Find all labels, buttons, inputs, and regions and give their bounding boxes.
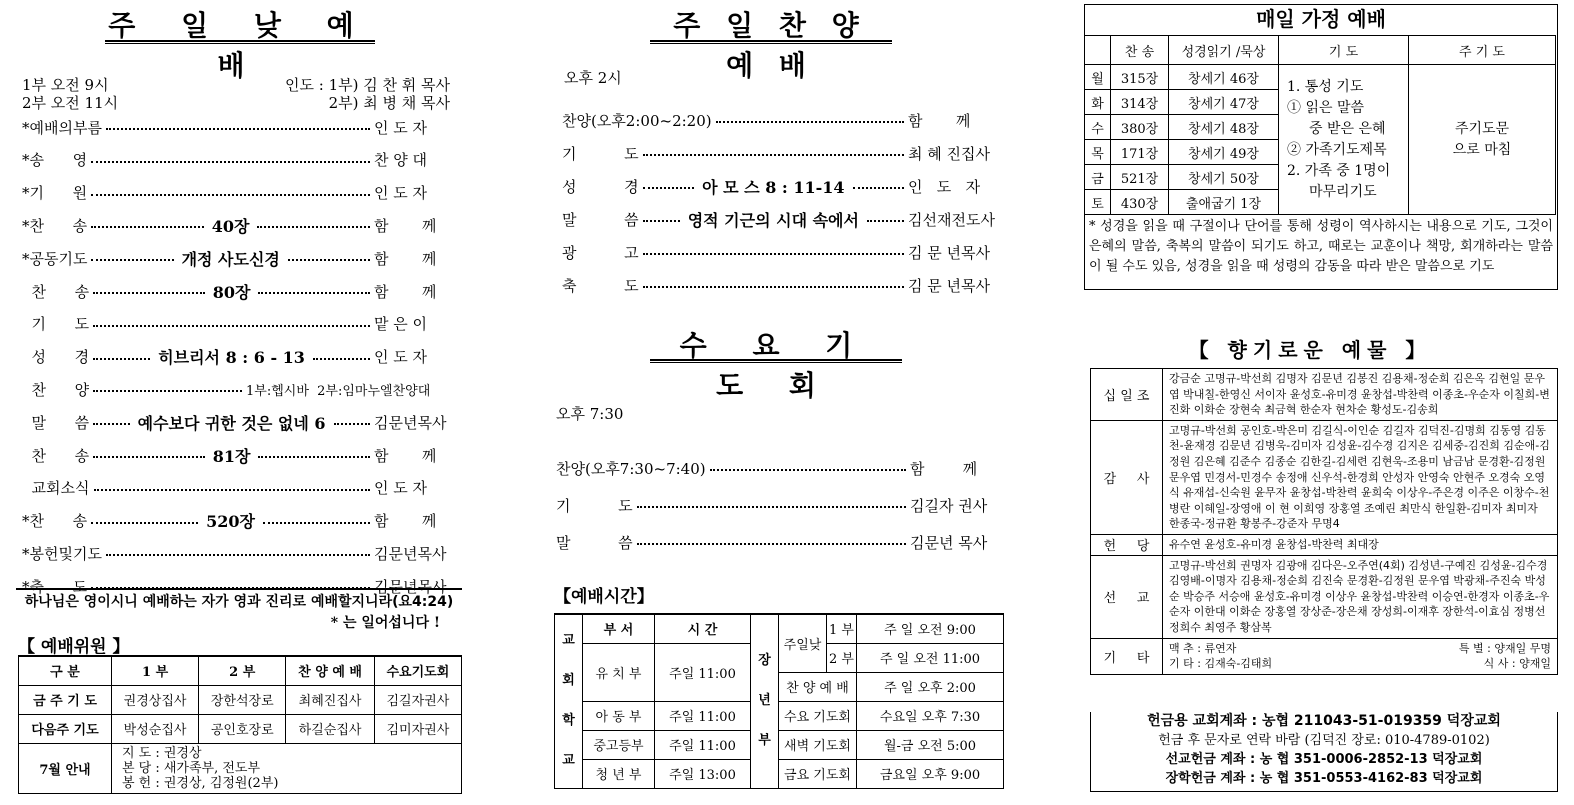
school-label-text: 교회학교	[562, 633, 575, 769]
leader-dots	[93, 448, 205, 458]
july-line: 지 도 : 권경상	[121, 745, 202, 761]
accounts-box	[1090, 712, 1558, 792]
table-cell: 장한석장로	[199, 685, 286, 714]
table-cell: 521장	[1111, 165, 1169, 190]
service-item	[22, 311, 458, 337]
offering-names-text: 기 타 : 김재숙-김태희	[1169, 657, 1273, 671]
service-item-label: *공동기도	[22, 249, 88, 268]
service-item-detail: 개정 사도신경	[181, 249, 280, 269]
praise-item-label: 성 경	[562, 177, 639, 196]
table-cell: 주일 13:00	[655, 759, 751, 788]
praise-item-label: 축 도	[562, 276, 639, 295]
table-cell: 화	[1085, 90, 1111, 115]
service-item-person: 인 도 자	[374, 348, 428, 367]
leader-dots	[716, 113, 904, 123]
lords-prayer-line: 으로 마침	[1452, 141, 1512, 158]
service-item	[22, 475, 458, 501]
service-item-person: 찬 양 대	[374, 151, 428, 170]
offering-category: 헌 당	[1091, 534, 1163, 555]
offering-names-text: 식 사 : 양재일	[1483, 657, 1551, 671]
table-cell: 창세기 46장	[1169, 65, 1279, 90]
leader-dots	[258, 284, 370, 294]
service-item-detail: 80장	[212, 282, 251, 302]
leader-dots	[313, 350, 370, 360]
family-worship-title: 매일 가정 예배	[1256, 7, 1386, 31]
table-cell: 새벽 기도회	[779, 730, 857, 759]
schedule-table	[554, 613, 1004, 789]
table-cell: 출애굽기 1장	[1169, 190, 1279, 215]
table-cell: 금요 기도회	[779, 759, 857, 788]
table-cell: 박성순집사	[111, 714, 198, 743]
leader-dots	[643, 278, 904, 288]
table-cell: 수	[1085, 115, 1111, 140]
table-cell: 주일 11:00	[655, 730, 751, 759]
praise-item-label: 말 씀	[562, 210, 639, 229]
title-underline	[105, 40, 375, 44]
table-cell: 1 부	[827, 614, 857, 643]
leader-1: 인도 : 1부) 김 찬 휘 목사	[285, 76, 450, 94]
header-cell: 찬 송	[1111, 36, 1169, 65]
service-item-label: *봉헌및기도	[22, 544, 102, 563]
table-cell: 중고등부	[583, 730, 655, 759]
offering-names-text: 고명규-박선희 권명자 김광애 김다은-오주연(4회) 김성년-구예진 김성윤-김수경 김영배-이명자 김용채-정순희 김진숙 문경환-김정원 문우엽 박광채-주진숙 박성순 박승주 서승애 윤성호-유미경 이상우 윤창섭-박찬력 이승연-한경자 이종초-우순자 이한대 이화순 장홍열 장상준-장은채 장성희-이재후 장한석-이효심 정병선 정희수 최영주 황삼복	[1169, 558, 1550, 634]
service-time-2: 2부 오전 11시	[22, 94, 119, 112]
prayer-line: 마무리기도	[1309, 183, 1377, 200]
header-cell: 시 간	[655, 614, 751, 643]
july-info	[111, 743, 461, 793]
offering-row	[1091, 638, 1558, 674]
table-cell: 수요일 오후 7:30	[857, 701, 1004, 730]
service-item-person: 인 도 자	[374, 118, 428, 137]
service-item	[22, 508, 458, 534]
title-underline	[650, 40, 892, 44]
service-item-person: 함 께	[374, 512, 437, 531]
praise-item	[562, 206, 1006, 232]
service-item-person: 김문년목사	[374, 544, 447, 563]
family-worship-note: * 성경을 읽을 때 구절이나 단어를 통해 성령이 역사하시는 내용으로 기도, 그것이 은혜의 말씀, 축복의 말씀이 되기도 하고, 때로는 교훈이나 책망, 회개하라는 말씀이 될 수도 있음, 성경을 읽을 때 성령의 감동을 따라 받은 말씀으로 기도	[1089, 219, 1553, 274]
service-item-person: 김문년목사	[374, 413, 447, 432]
wednesday-item-label: 찬양(오후7:30~7:40)	[556, 459, 706, 478]
leader-dots	[91, 186, 370, 196]
service-item-person: 인 도 자	[374, 479, 428, 498]
praise-item-person: 김 문 년목사	[908, 276, 990, 295]
service-item-detail: 예수보다 귀한 것은 없네 6	[137, 413, 326, 433]
july-line: 본 당 : 새가족부, 전도부	[121, 760, 261, 776]
family-worship-box	[1084, 4, 1558, 290]
offering-category: 감 사	[1091, 420, 1163, 534]
header-cell: 기 도	[1279, 36, 1409, 65]
lords-prayer-line: 주기도문	[1454, 120, 1510, 137]
service-item-person: 함 께	[374, 249, 437, 268]
prayer-cell	[1279, 65, 1409, 215]
table-row	[1085, 65, 1556, 90]
header-cell: 부 서	[583, 614, 655, 643]
table-cell: 권경상집사	[111, 685, 198, 714]
table-cell: 금요일 오후 9:00	[857, 759, 1004, 788]
service-item	[22, 442, 458, 468]
leader-dots	[93, 382, 242, 392]
service-item-person: 1부:헵시바 2부:임마누엘찬양대	[246, 383, 431, 399]
table-cell: 2 부	[827, 643, 857, 672]
offering-names	[1163, 420, 1558, 534]
leader-dots	[867, 212, 904, 222]
scholarship-account: 장학헌금 계좌 : 농 협 351-0553-4162-83 덕장교회	[1165, 771, 1483, 786]
header-cell	[1085, 36, 1111, 65]
wednesday-item	[556, 492, 1006, 518]
wednesday-item-person: 함 께	[910, 459, 978, 478]
praise-item-person: 함 께	[908, 111, 971, 130]
table-cell: 수요 기도회	[779, 701, 857, 730]
wednesday-service-title: 수 요 기 도 회	[679, 329, 871, 402]
service-item	[22, 540, 458, 566]
offering-row	[1091, 555, 1558, 638]
table-cell: 315장	[1111, 65, 1169, 90]
table-cell: 314장	[1111, 90, 1169, 115]
table-cell: 주일낮	[779, 614, 827, 672]
praise-item-person: 인 도 자	[908, 177, 981, 196]
service-times	[22, 76, 118, 112]
service-item-person: 함 께	[374, 446, 437, 465]
service-item-label: *송 영	[22, 151, 88, 170]
table-cell: 주 일 오전 9:00	[857, 614, 1004, 643]
offering-row	[1091, 369, 1558, 421]
praise-service-column	[540, 0, 1020, 805]
offering-names-text: 맥 추 : 류연자	[1169, 641, 1237, 655]
praise-item-person: 김 문 년목사	[908, 243, 990, 262]
leader-dots	[710, 461, 906, 471]
service-item-label: *찬 송	[22, 512, 88, 531]
table-cell: 최혜진집사	[286, 685, 374, 714]
service-item-person: 김문년목사	[374, 577, 447, 596]
leader-dots	[106, 546, 370, 556]
service-item-person: 맡 은 이	[374, 315, 428, 334]
prayer-line: ② 가족기도제목	[1287, 141, 1387, 158]
praise-time: 오후 2시	[564, 69, 622, 87]
service-leaders	[285, 76, 450, 112]
header-cell: 찬 양 예 배	[286, 656, 374, 685]
offering-names-text: 유수연 윤성호-유미경 윤창섭-박찬력 최대장	[1169, 537, 1379, 551]
service-item-detail: 520장	[206, 512, 255, 532]
service-item-label: *예배의부름	[22, 118, 102, 137]
service-item	[22, 278, 458, 304]
header-cell: 2 부	[199, 656, 286, 685]
table-cell: 창세기 50장	[1169, 165, 1279, 190]
table-cell: 김길자권사	[374, 685, 461, 714]
prayer-line: ① 읽은 말씀	[1287, 99, 1364, 116]
table-cell: 430장	[1111, 190, 1169, 215]
table-cell: 주일 11:00	[655, 643, 751, 701]
table-cell: 찬 양 예 배	[779, 672, 857, 701]
service-item-label: 말 씀	[22, 413, 90, 432]
table-cell: 171장	[1111, 140, 1169, 165]
wednesday-item-label: 기 도	[556, 496, 633, 515]
praise-item-label: 찬양(오후2:00~2:20)	[562, 111, 712, 130]
praise-item-detail: 아 모 스 8 : 11-14	[702, 177, 845, 197]
table-cell: 주 일 오후 2:00	[857, 672, 1004, 701]
prayer-line: 중 받은 은혜	[1309, 120, 1386, 137]
service-item-label: 교회소식	[22, 479, 90, 498]
leader-dots	[288, 251, 370, 261]
offering-names-text: 특 별 : 양재일 무명	[1458, 641, 1551, 655]
leader-dots	[258, 448, 370, 458]
wednesday-time: 오후 7:30	[556, 405, 624, 423]
table-cell: 김미자권사	[374, 714, 461, 743]
offering-row	[1091, 534, 1558, 555]
praise-item	[562, 239, 1006, 265]
family-offering-column	[1080, 0, 1574, 805]
praise-item	[562, 173, 1006, 199]
leader-dots	[853, 179, 904, 189]
praise-service-title: 주 일 찬 양 예 배	[673, 9, 867, 82]
wednesday-item	[556, 455, 1006, 481]
july-line: 봉 헌 : 권경상, 김정원(2부)	[121, 775, 279, 791]
leader-2: 2부) 최 병 채 목사	[328, 94, 450, 112]
praise-item-person: 최 혜 진집사	[908, 144, 990, 163]
praise-item	[562, 272, 1006, 298]
wednesday-item-label: 말 씀	[556, 533, 633, 552]
header-cell: 1 부	[111, 656, 198, 685]
praise-item-detail: 영적 기근의 시대 속에서	[687, 210, 859, 230]
prayer-line: 1. 통성 기도	[1287, 78, 1364, 95]
offering-names-text: 고명규-박선희 공인호-박은미 김길식-이인순 김길자 김덕진-김명희 김동영 김동천-윤재경 김문년 김병욱-김미자 김성윤-김수경 김지은 김세중-김진희 김순애-김정원 김은혜 김준수 김종순 김한길-김세련 김현욱-조용미 남금남 문경환-김정원 문우엽 민경서-민경수 송정애 신우석-한경희 안성자 안영숙 안현주 오경숙 오영식 유재섭-신숙원 윤무자 윤창섭-박찬력 윤희숙 이상우-주은경 이주은 이창수-천병란 이혜일-장영애 이 현 이희영 장홍열 조예린 최만식 한일환-김미자 최미자 한종국-정규환 황봉주-강준자 무명4	[1169, 423, 1550, 531]
service-item	[22, 147, 458, 173]
adult-label-text: 장년부	[758, 653, 771, 749]
table-cell: 창세기 48장	[1169, 115, 1279, 140]
leader-dots	[643, 146, 904, 156]
service-item-label: 찬 송	[22, 446, 90, 465]
leader-dots	[91, 251, 173, 261]
service-item	[22, 409, 458, 435]
praise-item-label: 광 고	[562, 243, 639, 262]
table-cell: 창세기 47장	[1169, 90, 1279, 115]
leader-dots	[93, 284, 205, 294]
service-item-detail: 81장	[212, 446, 251, 466]
prayer-line: 2. 가족 중 1명이	[1287, 162, 1391, 179]
mission-account: 선교헌금 계좌 : 농 협 351-0006-2852-13 덕장교회	[1165, 752, 1483, 767]
offerings-table	[1090, 368, 1558, 675]
service-item-label: *기 원	[22, 184, 88, 203]
table-cell: 금	[1085, 165, 1111, 190]
sunday-service-title: 주 일 낮 예 배	[108, 9, 372, 82]
lords-prayer-cell	[1409, 65, 1556, 215]
service-item	[22, 180, 458, 206]
leader-dots	[643, 212, 680, 222]
adult-label	[751, 614, 779, 788]
offering-line	[1169, 641, 1551, 657]
leader-dots	[257, 218, 370, 228]
offering-category: 십 일 조	[1091, 369, 1163, 421]
offering-names	[1163, 638, 1558, 674]
service-item	[22, 212, 458, 238]
leader-dots	[93, 350, 150, 360]
praise-item-label: 기 도	[562, 144, 639, 163]
scripture-verse: 하나님은 영이시니 예배하는 자가 영과 진리로 예배할지니라(요4:24)	[24, 594, 454, 610]
divider	[16, 588, 462, 590]
service-item-person: 인 도 자	[374, 184, 428, 203]
offerings-title: 【 향기로운 예물 】	[1188, 338, 1432, 362]
header-cell: 주 기 도	[1409, 36, 1556, 65]
service-item	[22, 376, 458, 402]
july-label: 7월 안내	[19, 743, 112, 793]
offering-names-text: 강금순 고명규-박선희 김명자 김문년 김봉진 김용채-정순희 김은옥 김현일 문우엽 박내칠-한영신 서이자 윤성호-유미경 윤창섭-박찬력 이종초-우순자 이칠희-변진화 이화순 장현숙 최금혁 한순자 현차순 황성도-김송희	[1169, 372, 1550, 417]
service-item-person: 함 께	[374, 282, 437, 301]
offering-names	[1163, 555, 1558, 638]
service-item-detail: 히브리서 8 : 6 - 13	[158, 348, 305, 368]
service-item	[22, 344, 458, 370]
contact-info: 헌금 후 문자로 연락 바람 (김덕진 장로: 010-4789-0102)	[1158, 733, 1490, 748]
service-item-person: 함 께	[374, 216, 437, 235]
table-cell: 하길순집사	[286, 714, 374, 743]
title-underline	[650, 359, 902, 363]
leader-dots	[94, 481, 371, 491]
leader-dots	[637, 498, 906, 508]
table-cell: 주일 11:00	[655, 701, 751, 730]
row-label: 금 주 기 도	[19, 685, 112, 714]
offering-account: 헌금용 교회계좌 : 농협 211043-51-019359 덕장교회	[1147, 713, 1501, 729]
row-label: 다음주 기도	[19, 714, 112, 743]
leader-dots	[637, 535, 906, 545]
service-item-label: 성 경	[22, 348, 90, 367]
school-label	[555, 614, 583, 788]
header-cell: 성경읽기 /묵상	[1169, 36, 1279, 65]
table-cell: 창세기 49장	[1169, 140, 1279, 165]
leader-dots	[106, 120, 370, 130]
wednesday-item	[556, 529, 1006, 555]
offering-row	[1091, 420, 1558, 534]
service-item-label: *축 도	[22, 577, 88, 596]
schedule-title: 【예배시간】	[554, 587, 654, 607]
praise-item	[562, 107, 1006, 133]
table-cell: 월	[1085, 65, 1111, 90]
leader-dots	[91, 153, 370, 163]
service-time-1: 1부 오전 9시	[22, 76, 109, 94]
offering-category: 선 교	[1091, 555, 1163, 638]
offering-line	[1169, 656, 1551, 672]
leader-dots	[91, 218, 204, 228]
leader-dots	[93, 415, 129, 425]
wednesday-item-person: 김길자 권사	[910, 496, 988, 515]
table-cell: 주 일 오전 11:00	[857, 643, 1004, 672]
service-item-label: 기 도	[22, 315, 90, 334]
table-cell: 380장	[1111, 115, 1169, 140]
wednesday-item-person: 김문년 목사	[910, 533, 988, 552]
table-cell: 월-금 오전 5:00	[857, 730, 1004, 759]
table-cell: 목	[1085, 140, 1111, 165]
leader-dots	[93, 317, 370, 327]
sunday-service-column	[0, 0, 470, 805]
offering-category: 기 타	[1091, 638, 1163, 674]
table-cell: 유 치 부	[583, 643, 655, 701]
service-item-label: 찬 양	[22, 380, 90, 399]
service-item	[22, 114, 458, 140]
praise-item-person: 김선재전도사	[908, 210, 995, 229]
service-item	[22, 245, 458, 271]
table-cell: 토	[1085, 190, 1111, 215]
leader-dots	[643, 245, 904, 255]
table-cell: 공인호장로	[199, 714, 286, 743]
header-cell: 구 분	[19, 656, 112, 685]
table-cell: 아 동 부	[583, 701, 655, 730]
leader-dots	[334, 415, 370, 425]
leader-dots	[263, 514, 370, 524]
leader-dots	[91, 514, 198, 524]
leader-dots	[643, 179, 694, 189]
service-item-label: 찬 송	[22, 282, 90, 301]
table-cell: 청 년 부	[583, 759, 655, 788]
service-item-detail: 40장	[211, 216, 250, 236]
family-worship-table	[1084, 35, 1556, 215]
header-cell: 수요기도회	[374, 656, 461, 685]
worship-committee-table	[18, 655, 462, 794]
worship-committee-title: 【 예배위원 】	[18, 637, 130, 657]
standing-note: * 는 일어섭니다 !	[330, 615, 440, 631]
service-item-label: *찬 송	[22, 216, 88, 235]
praise-item	[562, 140, 1006, 166]
offering-names	[1163, 369, 1558, 421]
offering-names	[1163, 534, 1558, 555]
